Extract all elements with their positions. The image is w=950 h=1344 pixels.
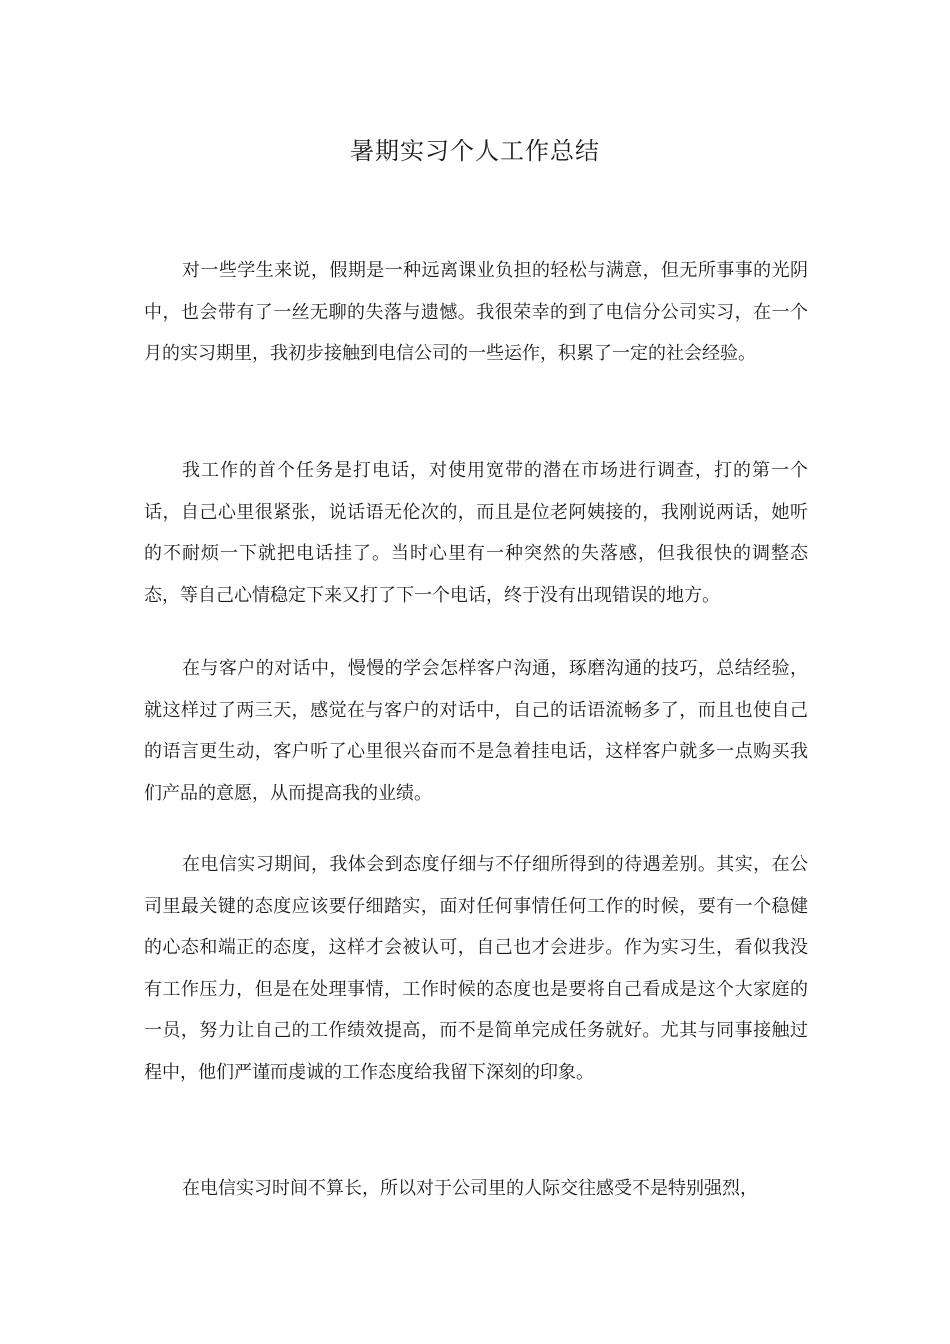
paragraph-4: 在电信实习期间，我体会到态度仔细与不仔细所得到的待遇差别。其实，在公司里最关键的态度应该要仔细踏实，面对任何事情任何工作的时候，要有一个稳健的心态和端正的态度，这样才会被认可，自己也才会进步。作为实习生，看似我没有工作压力，但是在处理事情，工作时候的态度也是要将自己看成是这个大家庭的一员，努力让自己的工作绩效提高，而不是简单完成任务就好。尤其与同事接触过程中，他们严谨而虔诚的工作态度给我留下深刻的印象。 [144,854,808,1083]
paragraph-2: 我工作的首个任务是打电话，对使用宽带的潜在市场进行调查，打的第一个话，自己心里很紧张，说话语无伦次的，而且是位老阿姨接的，我刚说两话，她听的不耐烦一下就把电话挂了。当时心里有一种突然的失落感，但我很快的调整态态，等自己心情稳定下来又打了下一个电话，终于没有出现错误的地方。 [144,460,808,606]
paragraph-1: 对一些学生来说，假期是一种远离课业负担的轻松与满意，但无所事事的光阴中，也会带有了一丝无聊的失落与遗憾。我很荣幸的到了电信分公司实习，在一个月的实习期里，我初步接触到电信公司的一些运作，积累了一定的社会经验。 [144,260,808,364]
paragraph-5: 在电信实习时间不算长，所以对于公司里的人际交往感受不是特别强烈， [182,1178,758,1199]
paragraph-3: 在与客户的对话中，慢慢的学会怎样客户沟通，琢磨沟通的技巧，总结经验，就这样过了两三天，感觉在与客户的对话中，自己的话语流畅多了，而且也使自己的语言更生动，客户听了心里很兴奋而不是急着挂电话，这样客户就多一点购买我们产品的意愿，从而提高我的业绩。 [144,658,808,804]
document-title: 暑期实习个人工作总结 [350,137,600,165]
